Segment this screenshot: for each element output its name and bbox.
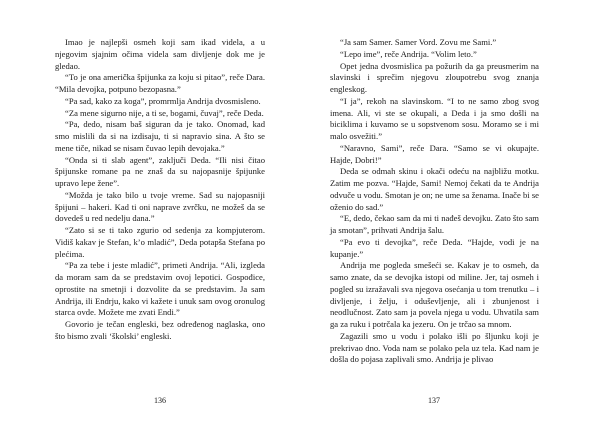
paragraph: Govorio je tečan engleski, bez određenog naglaska, ono što bismo zvali ‘školski’ engleski. xyxy=(55,319,265,341)
left-page-text xyxy=(55,37,265,343)
paragraph: “Onda si ti slab agent”, zaključi Deda. “Ili nisi čitao špijunske romane pa ne znaš da su najopasnije špijunke upravo lepe žene”. xyxy=(55,154,265,188)
paragraph: “Možda je tako bilo u tvoje vreme. Sad su najopasniji špijuni – hakeri. Kad ti oni naprave zvrčku, ne možeš da se dovedeš u red nedelju dana.” xyxy=(55,189,265,224)
paragraph: Zagazili smo u vodu i polako išli po šljunku koji je prekrivao dno. Voda nam se polako pela uz tela. Kad nam je došla do pojasa zaplivali smo. Andrija je plivao xyxy=(330,330,539,365)
paragraph: “Naravno, Sami”, reče Dara. “Samo se vi okupajte. Hajde, Dobri!” xyxy=(330,142,539,165)
paragraph: Deda se odmah skinu i okači odeću na najbližu motku. Zatim me pozva. “Hajde, Sami! Nemoj čekati da te Andrija odvuče u vodu. Smotan je on; ne ume sa ženama. Inače bi se oženio do sad.” xyxy=(330,166,539,212)
paragraph: “E, dedo, čekao sam da mi ti nađeš devojku. Zato što sam ja smotan”, prihvati Andrija šalu. xyxy=(330,213,539,235)
paragraph: “Ja sam Samer. Samer Vord. Zovu me Sami.” xyxy=(340,37,497,47)
paragraph: Opet jedna dvosmislica pa požurih da ga preusmerim na slavinski i sprečim njegovu zloupotrebu svog znanja engleskog. xyxy=(330,60,539,94)
paragraph: Andrija me pogleda smešeći se. Kakav je to osmeh, da samo znate, da se devojka istopi od miline. Jer, taj osmeh i pogled su izražavali sva njegova osećanja u tom trenutku – i divljenje, i želju, i oduševljenje, ali i zbunjenost i neodlučnost. Zato sam ja povela njega u vodu. Uhvatila sam ga za ruku i potrčala ka jezeru. On je trčao sa mnom. xyxy=(330,260,539,329)
paragraph: Imao je najlepši osmeh koji sam ikad videla, a u njegovim sjajnim očima videla sam divljenje dok me je gledao. xyxy=(55,37,265,71)
paragraph: “Pa za tebe i jeste mladić”, primeti Andrija. “Ali, izgleda da moram sam da se predstavim ovoj lepotici. Gospođice, oprostite na smetnji i dozvolite da se predstavim. Ja sam Andrija, ili Endrju, kako vi kažete i unuk sam ovog oronulog starca ovde. Možete me zvati Endi.” xyxy=(55,260,265,318)
paragraph: “Pa sad, kako za koga”, promrmlja Andrija dvosmisleno. xyxy=(65,95,261,106)
right-page-text xyxy=(330,37,539,366)
paragraph: “Zato si se ti tako zgurio od sedenja za kompjuterom. Vidiš kakav je Stefan, k’o mladić”, Deda potapša Stefana po plećima. xyxy=(55,225,265,259)
paragraph: “I ja”, rekoh na slavinskom. “I to ne samo zbog svog imena. Ali, vi ste se okupali, a Deda i ja smo došli na biciklima i kuvamo se u sopstvenom sosu. Moramo se i mi malo osvežiti.” xyxy=(330,95,539,141)
paragraph: “To je ona američka špijunka za koju si pitao”, reče Dara. “Mila devojka, potpuno bezopasna.” xyxy=(55,72,265,94)
paragraph: “Lepo ime”, reče Andrija. “Volim leto.” xyxy=(340,48,477,59)
right-page xyxy=(300,0,600,424)
paragraph: “Pa evo ti devojka”, reče Deda. “Hajde, vodi je na kupanje.” xyxy=(330,236,539,259)
page-number-left: 136 xyxy=(154,396,166,405)
paragraph: “Pa, dedo, nisam baš siguran da je tako. Onomad, kad smo mislili da si na izdisaju, ti si napravio sina. A što se mene tiče, nikad se nisam čuvao lepih devojaka.” xyxy=(55,119,265,153)
page-number-right: 137 xyxy=(428,396,440,405)
paragraph: “Za mene sigurno nije, a ti se, bogami, čuvaj”, reče Deda. xyxy=(65,107,264,118)
